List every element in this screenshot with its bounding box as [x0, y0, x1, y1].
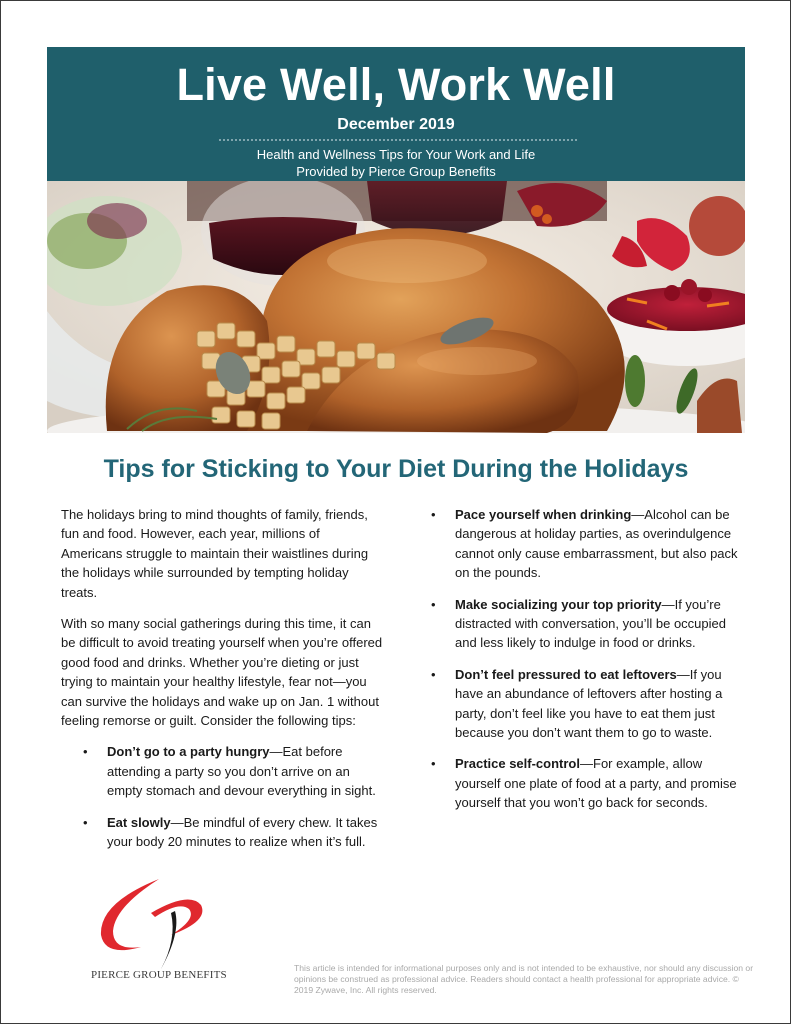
tips-list-left: [83, 742, 383, 851]
newsletter-title: Live Well, Work Well: [176, 59, 616, 110]
tip-title: Make socializing your top priority: [455, 596, 662, 612]
tip-title: Eat slowly: [107, 814, 171, 830]
tip-item: [83, 813, 383, 852]
banner-provider: Provided by Pierce Group Benefits: [296, 164, 496, 179]
tip-text: —For example, allow yourself one plate of food at a party, and promise yourself that you won’t go back for seconds.: [455, 756, 737, 811]
context-paragraph: With so many social gatherings during this time, it can be difficult to avoid treating yourself when you’re offered good food and drinks. Whether you’re dieting or just trying to maintain your healthy lifestyle, fear not—you can survive the holidays and wake up on Jan. 1 without feeling remorse or guilt. Consider the following tips:: [61, 616, 383, 729]
pierce-group-logo: [79, 873, 239, 983]
bullet-icon: •: [431, 666, 436, 682]
tip-item: [431, 505, 745, 583]
banner-subtitle: Health and Wellness Tips for Your Work and Life: [256, 147, 536, 162]
intro-paragraph: The holidays bring to mind thoughts of family, friends, fun and food. However, each year, millions of Americans struggle to maintain their waistlines during the holidays while surrounded by tempting holiday treats.: [61, 507, 369, 600]
tip-text: —Alcohol can be dangerous at holiday parties, as overindulgence cannot only cause embarrassment, but also pack on the pounds.: [455, 507, 738, 581]
bullet-icon: •: [83, 814, 88, 830]
bullet-icon: •: [431, 756, 436, 772]
hero-image-turkey: [47, 181, 745, 433]
tip-item: [431, 595, 745, 653]
tip-text: —If you have an abundance of leftovers after hosting a party, don’t feel like you have to eat them just because you don’t want them to go to waste.: [455, 666, 723, 741]
issue-date: December 2019: [337, 116, 455, 133]
turkey-illustration-icon: [47, 181, 745, 433]
article-column-right: [429, 505, 745, 825]
tip-text: —If you’re distracted with conversation, you’ll be occupied and less likely to indulge in food or drinks.: [455, 596, 726, 651]
bullet-icon: •: [431, 507, 436, 522]
dotted-divider: [219, 139, 577, 141]
article-headline: Tips for Sticking to Your Diet During the Holidays: [103, 455, 689, 483]
legal-disclaimer: This article is intended for informational purposes only and is not intended to be exhaustive, nor should any discussion or opinions be construed as professional advice. Readers should contact a health professional for appropriate advice. © 2019 Zywave, Inc. All rights reserved.: [294, 963, 754, 995]
tip-title: Practice self-control: [455, 756, 580, 772]
tip-item: [431, 665, 745, 743]
tip-text: —Be mindful of every chew. It takes your body 20 minutes to realize when it’s full.: [107, 814, 378, 850]
pg-swoosh-logo-icon: [79, 873, 239, 969]
tip-text: —Eat before attending a party so you don’t arrive on an empty stomach and devour everything in sight.: [107, 744, 376, 799]
tip-title: Don’t go to a party hungry: [107, 744, 270, 760]
article-column-left: [61, 505, 383, 864]
tip-item: [83, 742, 383, 800]
tips-list-right: [431, 505, 745, 813]
tip-item: [431, 754, 745, 812]
bullet-icon: •: [83, 744, 88, 760]
tip-title: Pace yourself when drinking: [455, 507, 632, 522]
tip-title: Don’t feel pressured to eat leftovers: [455, 666, 677, 682]
logo-wordmark: PIERCE GROUP BENEFITS: [91, 969, 227, 981]
bullet-icon: •: [431, 596, 436, 612]
header-banner: [47, 47, 745, 181]
